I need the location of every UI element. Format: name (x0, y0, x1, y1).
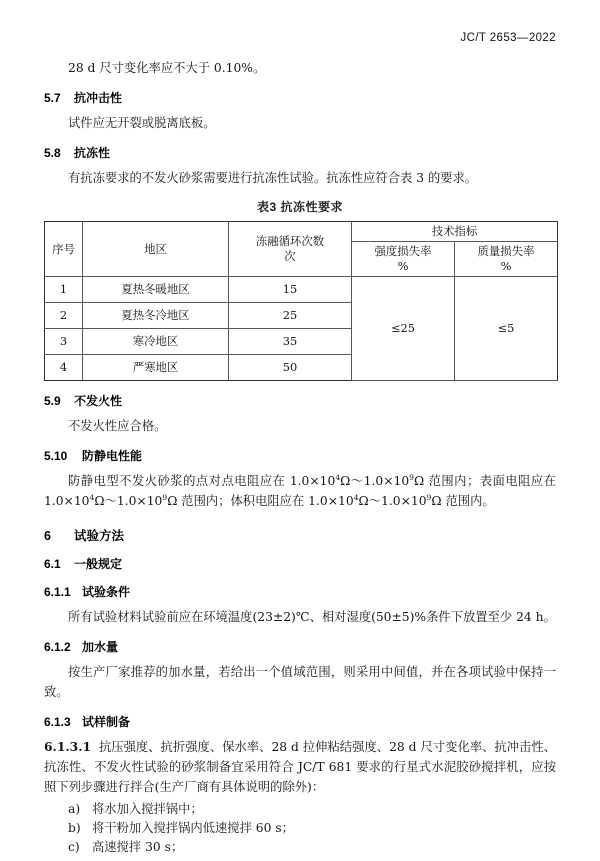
table-3-caption: 表3 抗冻性要求 (256, 200, 343, 214)
heading-6-1-2 (44, 638, 556, 655)
list-item (44, 838, 556, 857)
clause-number-5-8: 5.8 (44, 146, 61, 160)
col-header-cycles-line1: 冻融循环次数 (255, 234, 325, 248)
col-header-cycles-line2: 次 (284, 249, 296, 263)
list-text-a: 将水加入搅拌锅中； (92, 802, 203, 816)
clause-title-5-10: 防静电性能 (82, 449, 143, 463)
cell-mass-loss-value: ≤5 (455, 277, 558, 381)
col-header-mass-loss-unit: % (500, 259, 512, 273)
dimension-change-paragraph: 28 d 尺寸变化率应不大于 0.10%。 (68, 61, 266, 75)
heading-6-1-3 (44, 713, 556, 730)
col-header-strength-loss (352, 242, 455, 277)
list-marker-b: b) (68, 821, 81, 835)
clause-title-5-9: 不发火性 (74, 394, 123, 408)
clause-number-6-1-2: 6.1.2 (44, 640, 71, 654)
cell-no: 4 (45, 355, 83, 381)
page-header-standard-number: JC/T 2653—2022 (460, 32, 556, 44)
block-6-1-3-1 (44, 737, 556, 857)
list-marker-c: c) (68, 840, 80, 854)
heading-6-1 (44, 555, 556, 572)
cell-no: 3 (45, 329, 83, 355)
table-header-row-1 (45, 222, 558, 242)
cell-strength-loss-value: ≤25 (352, 277, 455, 381)
clause-number-6-1: 6.1 (44, 557, 61, 571)
paragraph-5-10 (44, 471, 556, 511)
cell-no: 2 (45, 303, 83, 329)
heading-6 (44, 526, 556, 544)
cell-region: 严寒地区 (83, 355, 229, 381)
p510-part-6: Ω 范围内。 (431, 494, 495, 508)
p510-part-2: Ω 范围内；表面电阻应在 1.0×10 (44, 474, 556, 508)
p510-exp-6: 9 (426, 492, 432, 502)
clause-number-6-1-3-1: 6.1.3.1 (44, 739, 92, 754)
p510-exp-4: 9 (162, 492, 168, 502)
paragraph-6-1-3-1-text: 抗压强度、抗折强度、保水率、28 d 拉伸粘结强度、28 d 尺寸变化率、抗冲击性、抗冻性、不发火性试验的砂浆制备宜采用符合 JC/T 681 要求的行星式水泥胶砂搅拌机，应按照下列步骤进行拌合(生产厂商有具体说明的除外)： (44, 740, 556, 794)
clause-title-5-8: 抗冻性 (74, 146, 111, 160)
col-header-cycles (229, 222, 352, 277)
table-frost-resistance-requirements (44, 221, 558, 381)
cell-no: 1 (45, 277, 83, 303)
paragraph-5-7: 试件应无开裂或脱离底板。 (68, 116, 216, 130)
cell-cycles: 25 (229, 303, 352, 329)
cell-cycles: 35 (229, 329, 352, 355)
heading-5-8 (44, 144, 556, 161)
p510-exp-3: 4 (89, 492, 95, 502)
list-item (44, 819, 556, 838)
list-text-c: 高速搅拌 30 s； (92, 840, 184, 854)
paragraph-5-9: 不发火性应合格。 (68, 419, 167, 433)
p510-part-1: Ω～1.0×10 (340, 474, 410, 488)
document-body (44, 58, 556, 861)
p510-lead: 防静电型不发火砂浆的点对点电阻应在 1.0×10 (68, 474, 336, 488)
p510-exp-5: 4 (353, 492, 359, 502)
cell-cycles: 50 (229, 355, 352, 381)
p510-part-4: Ω 范围内；体积电阻应在 1.0×10 (167, 494, 354, 508)
p510-part-5: Ω～1.0×10 (358, 494, 427, 508)
col-header-strength-loss-line1: 强度损失率 (374, 244, 432, 258)
mixing-steps-list (44, 800, 556, 857)
p510-part-3: Ω～1.0×10 (94, 494, 163, 508)
col-header-mass-loss (455, 242, 558, 277)
paragraph-5-8: 有抗冻要求的不发火砂浆需要进行抗冻性试验。抗冻性应符合表 3 的要求。 (68, 171, 478, 185)
clause-title-6-1-1: 试验条件 (82, 585, 131, 599)
list-marker-a: a) (68, 802, 81, 816)
cell-region: 寒冷地区 (83, 329, 229, 355)
heading-5-10 (44, 447, 556, 464)
clause-title-5-7: 抗冲击性 (74, 91, 123, 105)
paragraph-6-1-3-1 (44, 737, 556, 797)
clause-number-6-1-3: 6.1.3 (44, 715, 71, 729)
col-header-no: 序号 (45, 222, 83, 277)
col-header-region: 地区 (83, 222, 229, 277)
table-row (45, 277, 558, 303)
clause-title-6-1: 一般规定 (74, 557, 123, 571)
clause-title-6: 试验方法 (74, 529, 125, 543)
list-item (44, 800, 556, 819)
col-header-technical-index: 技术指标 (352, 222, 558, 242)
heading-5-7 (44, 89, 556, 106)
col-header-strength-loss-unit: % (397, 259, 409, 273)
clause-title-6-1-3: 试样制备 (82, 715, 131, 729)
clause-number-5-10: 5.10 (44, 449, 68, 463)
clause-number-6-1-1: 6.1.1 (44, 585, 71, 599)
col-header-mass-loss-line1: 质量损失率 (477, 244, 535, 258)
cell-region: 夏热冬冷地区 (83, 303, 229, 329)
clause-title-6-1-2: 加水量 (82, 640, 119, 654)
list-text-b: 将干粉加入搅拌锅内低速搅拌 60 s； (92, 821, 294, 835)
heading-6-1-1 (44, 583, 556, 600)
heading-5-9 (44, 392, 556, 409)
cell-cycles: 15 (229, 277, 352, 303)
p510-exp-1: 4 (335, 472, 341, 482)
clause-number-5-7: 5.7 (44, 91, 61, 105)
paragraph-6-1-1: 所有试验材料试验前应在环境温度(23±2)℃、相对湿度(50±5)%条件下放置至少 24 h。 (68, 610, 556, 624)
p510-exp-2: 9 (409, 472, 414, 482)
paragraph-6-1-2: 按生产厂家推荐的加水量，若给出一个值域范围，则采用中间值，并在各项试验中保持一致。 (44, 665, 556, 699)
clause-number-5-9: 5.9 (44, 394, 61, 408)
cell-region: 夏热冬暖地区 (83, 277, 229, 303)
clause-number-6: 6 (44, 529, 51, 543)
